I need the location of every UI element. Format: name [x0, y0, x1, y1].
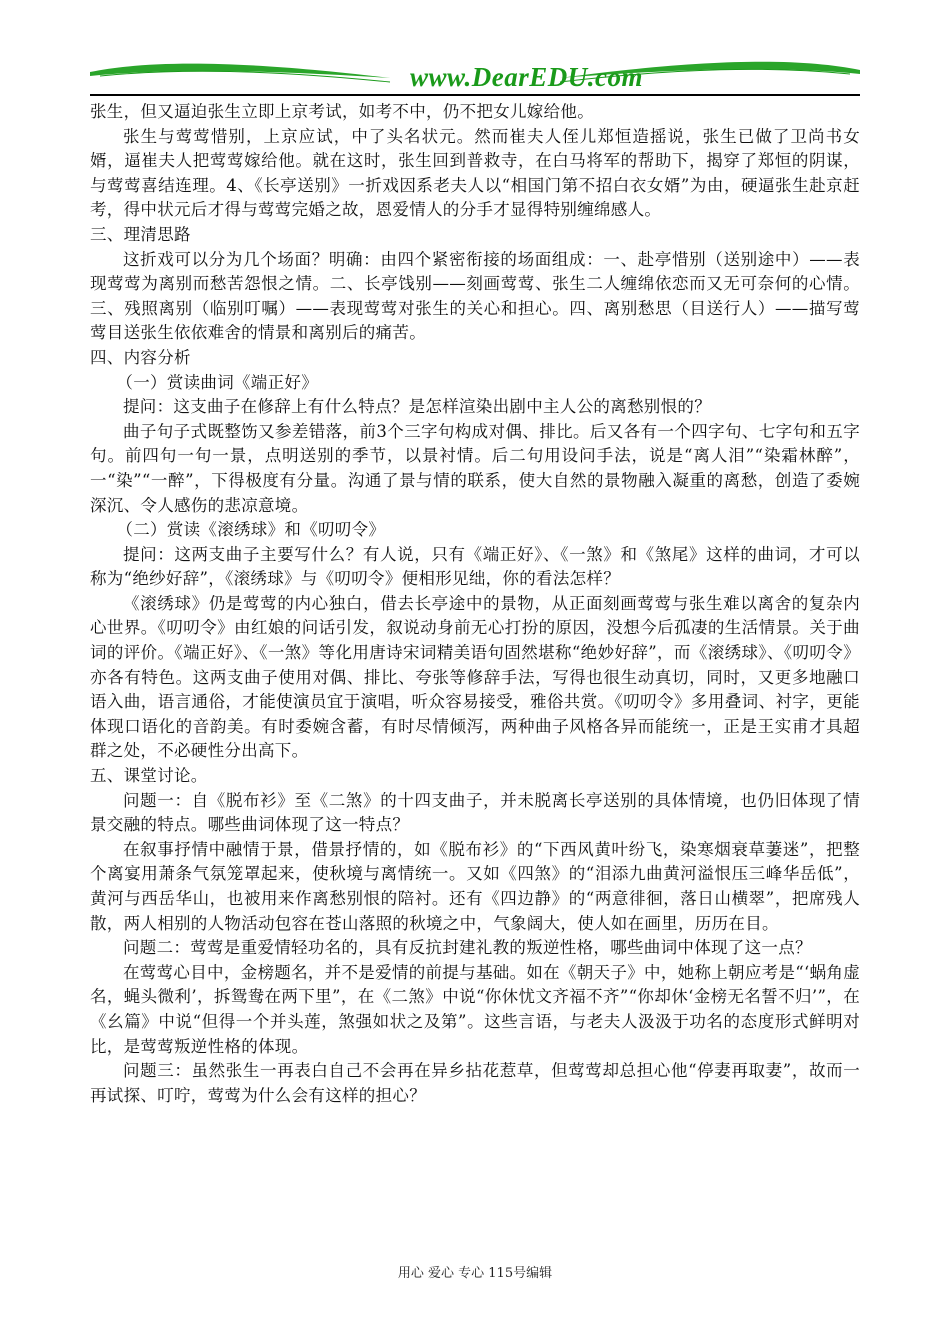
- paragraph: 《滚绣球》仍是莺莺的内心独白，借去长亭途中的景物，从正面刻画莺莺与张生难以离舍的复杂内心世界。《叨叨令》由红娘的问话引发，叙说动身前无心打扮的原因，没想今后孤凄的生活情景。关于曲词的评价。《端正好》、《一煞》等化用唐诗宋词精美语句固然堪称“绝妙好辞”，而《滚绣球》、《叨叨令》亦各有特色。这两支曲子使用对偶、排比、夸张等修辞手法，写得也很生动真切，同时，又更多地融口语入曲，语言通俗，才能使演员宜于演唱，听众容易接受，雅俗共赏。《叨叨令》多用叠词、衬字，更能体现口语化的音韵美。有时委婉含蓄，有时尽情倾泻，两种曲子风格各异而能统一，正是王实甫才具超群之处，不必硬性分出高下。: [90, 593, 860, 761]
- paragraph: 问题二：莺莺是重爱情轻功名的，具有反抗封建礼教的叛逆性格，哪些曲词中体现了这一点？: [123, 938, 812, 958]
- section-heading: 张生，但又逼迫张生立即上京考试，如考不中，仍不把女儿嫁给他。: [90, 102, 594, 121]
- paragraph: 在莺莺心目中，金榜题名，并不是爱情的前提与基础。如在《朝天子》中，她称上朝应考是“‘蜗角虚名，蝇头微利’，拆鸳鸯在两下里”，在《二煞》中说“你休忧文齐福不齐”“你却休‘金榜无名誓不归’”，在《幺篇》中说“但得一个并头莲，煞强如状之及第”。这些言语，与老夫人汲汲于功名的态度形式鲜明对比，是莺莺叛逆性格的体现。: [90, 962, 860, 1056]
- section-heading: 五、课堂讨论。: [90, 766, 208, 786]
- paragraph: 曲子句子式既整饬又参差错落，前3个三字句构成对偶、排比。后又各有一个四字句、七字句和五字句。前四句一句一景，点明送别的季节，以景衬情。后二句用设问手法，说是“离人泪”“染霜林醉”，一“染”“一醉”，下得极度有分量。沟通了景与情的联系，使大自然的景物融入凝重的离愁，创造了委婉深沉、令人感伤的悲凉意境。: [90, 421, 860, 515]
- paragraph: 提问：这支曲子在修辞上有什么特点？是怎样渲染出剧中主人公的离愁别恨的？: [123, 397, 711, 417]
- paragraph: （一）赏读曲词《端正好》: [116, 372, 318, 392]
- header-rule: [90, 94, 860, 96]
- paragraph: 这折戏可以分为几个场面？明确：由四个紧密衔接的场面组成：一、赴亭惜别（送别途中）——表现莺莺为离别而愁苦怨恨之情。二、长亭饯别——刻画莺莺、张生二人缠绵依恋而又无可奈何的心情。三、残照离别（临别叮嘱）——表现莺莺对张生的关心和担心。四、离别愁思（目送行人）——描写莺莺目送张生依依难舍的情景和离别后的痛苦。: [90, 249, 860, 343]
- site-logo-text[interactable]: www.DearEDU.com: [410, 62, 644, 92]
- section-heading: 三、理清思路: [90, 224, 191, 244]
- paragraph: 问题三：虽然张生一再表白自己不会再在异乡拈花惹草，但莺莺却总担心他“停妻再取妻”，故而一再试探、叮咛，莺莺为什么会有这样的担心？: [90, 1061, 860, 1105]
- paragraph: 在叙事抒情中融情于景，借景抒情的，如《脱布衫》的“下西风黄叶纷飞，染寒烟衰草萋迷”，把整个离宴用萧条气氛笼罩起来，使秋境与离情统一。又如《四煞》的“泪添九曲黄河溢恨压三峰华岳低”，黄河与西岳华山，也被用来作离愁别恨的陪衬。还有《四边静》的“两意徘徊，落日山横翠”，把席残人散，两人相别的人物活动包容在苍山落照的秋境之中，气象阔大，使人如在画里，历历在目。: [90, 839, 860, 933]
- page-footer: 用心 爱心 专心 115号编辑: [397, 1266, 553, 1281]
- section-heading: 四、内容分析: [90, 347, 191, 367]
- paragraph: 提问：这两支曲子主要写什么？有人说，只有《端正好》、《一煞》和《煞尾》这样的曲词，才可以称为“绝纱好辞”，《滚绣球》与《叨叨令》便相形见绌，你的看法怎样？: [90, 544, 860, 589]
- paragraph: 问题一：自《脱布衫》至《二煞》的十四支曲子，并未脱离长亭送别的具体情境，也仍旧体现了情景交融的特点。哪些曲词体现了这一特点？: [90, 790, 860, 835]
- document-body: [90, 100, 860, 1108]
- site-header: [90, 50, 860, 98]
- paragraph: 张生与莺莺惜别，上京应试，中了头名状元。然而崔夫人侄儿郑恒造摇说，张生已做了卫尚书女婿，逼崔夫人把莺莺嫁给他。就在这时，张生回到普救寺，在白马将军的帮助下，揭穿了郑恒的阴谋，与莺莺喜结连理。4、《长亭送别》一折戏因系老夫人以“相国门第不招白衣女婿”为由，硬逼张生赴京赶考，得中状元后才得与莺莺完婚之故，恩爱情人的分手才显得特别缠绵感人。: [90, 126, 860, 220]
- paragraph: （二）赏读《滚绣球》和《叨叨令》: [116, 520, 386, 540]
